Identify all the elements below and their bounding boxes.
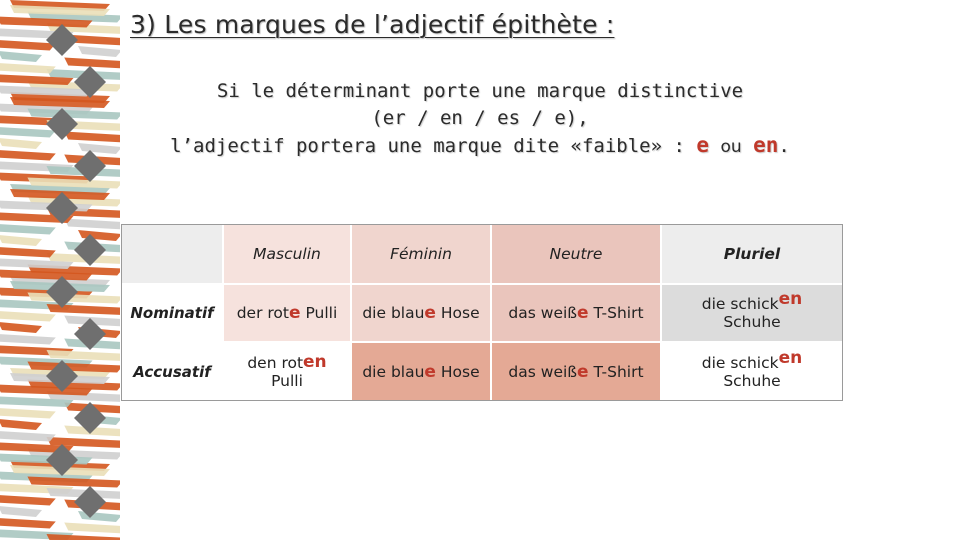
ribbon-segment	[0, 150, 56, 161]
slide-title: 3) Les marques de l’adjectif épithète :	[130, 10, 615, 39]
ribbon-segment	[46, 304, 120, 315]
adjective-ending: e	[424, 303, 436, 323]
cell-accusatif-feminin	[352, 343, 490, 400]
ribbon-segment	[0, 63, 56, 74]
word-stem: das weiß	[508, 362, 578, 381]
ribbon-segment	[0, 51, 42, 62]
row-label-accusatif: Accusatif	[122, 343, 222, 400]
weak-ending-e: e	[696, 133, 710, 157]
ribbon-segment	[0, 419, 42, 430]
ribbon-segment	[78, 511, 120, 522]
ribbon-segment	[0, 518, 56, 529]
corner-cell	[122, 225, 222, 283]
noun: Hose	[435, 362, 480, 381]
ribbon-segment	[0, 495, 56, 506]
adjective-ending: en	[778, 289, 803, 309]
word-stem: die blau	[362, 304, 425, 322]
ribbon-segment	[0, 322, 42, 333]
rule-line-3	[150, 132, 810, 161]
row-label-nominatif: Nominatif	[122, 285, 222, 341]
noun: Schuhe	[723, 313, 781, 331]
word-stem: die schick	[701, 295, 779, 313]
decorative-ribbon	[0, 0, 120, 540]
word-stem: der rot	[236, 304, 289, 322]
word-stem: die blau	[362, 362, 425, 381]
header-neutre: Neutre	[492, 225, 660, 283]
ribbon-segment	[0, 431, 56, 442]
noun: T-Shirt	[588, 362, 644, 381]
ribbon-segment	[0, 311, 56, 322]
word-stem: den rot	[247, 353, 304, 372]
or-word: ou	[720, 137, 742, 157]
noun: T-Shirt	[588, 304, 644, 322]
header-feminin: Féminin	[352, 225, 490, 283]
adjective-ending: e	[577, 361, 589, 382]
cell-nominatif-feminin	[352, 285, 490, 341]
word-stem: die schick	[701, 353, 779, 372]
adjective-ending: e	[577, 303, 589, 323]
ribbon-segment	[78, 230, 120, 241]
rule-line-3-text: l’adjectif portera une marque dite «faible» :	[170, 135, 685, 157]
ribbon-segment	[0, 408, 56, 419]
cell-accusatif-pluriel	[662, 343, 842, 400]
noun: Hose	[435, 304, 480, 322]
ribbon-segment	[78, 143, 120, 154]
rule-explanation	[150, 78, 810, 161]
cell-nominatif-pluriel	[662, 285, 842, 341]
ribbon-segment	[64, 132, 120, 143]
ribbon-segment	[0, 127, 56, 138]
ribbon-segment	[64, 58, 120, 69]
ribbon-segment	[64, 523, 120, 534]
adjective-ending: en	[778, 347, 803, 368]
ribbon-segment	[46, 534, 120, 540]
declension-table	[121, 224, 843, 401]
adjective-ending: en	[303, 351, 327, 372]
header-pluriel: Pluriel	[662, 225, 842, 283]
adjective-ending: e	[289, 303, 301, 323]
ribbon-segment	[0, 334, 56, 345]
cell-accusatif-masculin	[224, 343, 350, 400]
ribbon-segment	[0, 247, 56, 258]
ribbon-segment	[0, 235, 42, 246]
rule-line-1: Si le déterminant porte une marque distinctive	[216, 80, 744, 102]
ribbon-segment	[0, 224, 56, 235]
noun: Pulli	[271, 371, 303, 390]
noun: Pulli	[300, 304, 338, 322]
noun: Schuhe	[723, 371, 781, 390]
ribbon-segment	[0, 138, 42, 149]
weak-ending-en: en	[753, 133, 779, 157]
ribbon-segment	[0, 506, 42, 517]
cell-accusatif-neutre	[492, 343, 660, 400]
ribbon-segment	[64, 219, 120, 230]
rule-line-2: (er / en / es / e),	[371, 107, 589, 129]
header-masculin: Masculin	[224, 225, 350, 283]
cell-nominatif-neutre	[492, 285, 660, 341]
period: .	[778, 135, 790, 157]
adjective-ending: e	[424, 361, 436, 382]
cell-nominatif-masculin	[224, 285, 350, 341]
ribbon-segment	[78, 46, 120, 57]
word-stem: das weiß	[508, 304, 578, 322]
